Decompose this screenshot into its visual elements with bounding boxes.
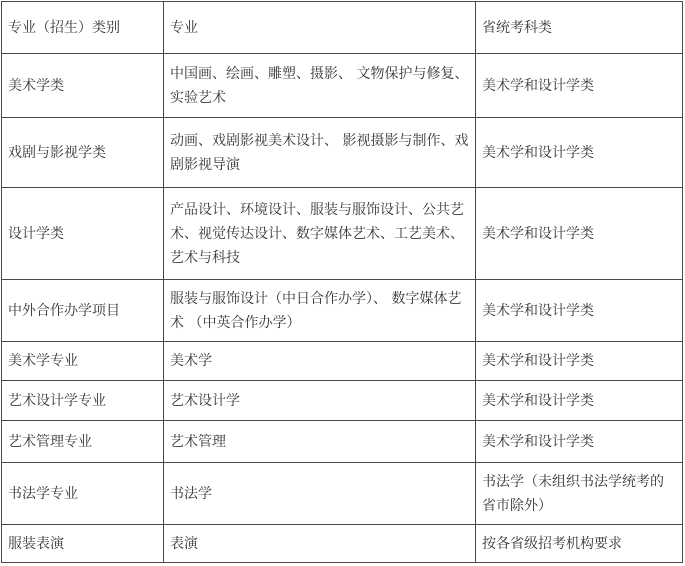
header-exam-category: 省统考科类 [476, 2, 683, 54]
cell-category: 戏剧与影视学类 [2, 118, 164, 188]
cell-exam: 美术学和设计学类 [476, 188, 683, 280]
cell-category: 中外合作办学项目 [2, 280, 164, 342]
cell-category: 服装表演 [2, 525, 164, 563]
cell-majors: 中国画、绘画、雕塑、摄影、 文物保护与修复、实验艺术 [164, 54, 476, 118]
admissions-table [1, 1, 683, 563]
table-row [2, 463, 683, 525]
cell-exam: 美术学和设计学类 [476, 118, 683, 188]
cell-majors: 表演 [164, 525, 476, 563]
cell-category: 书法学专业 [2, 463, 164, 525]
cell-exam: 美术学和设计学类 [476, 54, 683, 118]
table-row [2, 118, 683, 188]
table-row [2, 54, 683, 118]
cell-category: 设计学类 [2, 188, 164, 280]
header-category: 专业（招生）类别 [2, 2, 164, 54]
cell-exam: 美术学和设计学类 [476, 280, 683, 342]
cell-exam: 美术学和设计学类 [476, 381, 683, 421]
cell-majors: 艺术设计学 [164, 381, 476, 421]
cell-majors: 产品设计、环境设计、服装与服饰设计、公共艺术、视觉传达设计、数字媒体艺术、工艺美术、艺术与科技 [164, 188, 476, 280]
cell-majors: 美术学 [164, 342, 476, 381]
table-row [2, 421, 683, 463]
cell-category: 艺术设计学专业 [2, 381, 164, 421]
cell-category: 艺术管理专业 [2, 421, 164, 463]
cell-majors: 服装与服饰设计（中日合作办学）、 数字媒体艺术 （中英合作办学） [164, 280, 476, 342]
cell-category: 美术学专业 [2, 342, 164, 381]
cell-exam: 美术学和设计学类 [476, 342, 683, 381]
cell-exam: 按各省级招考机构要求 [476, 525, 683, 563]
cell-exam: 美术学和设计学类 [476, 421, 683, 463]
header-major: 专业 [164, 2, 476, 54]
cell-exam: 书法学（未组织书法学统考的省市除外） [476, 463, 683, 525]
cell-majors: 艺术管理 [164, 421, 476, 463]
cell-majors: 书法学 [164, 463, 476, 525]
table-row [2, 342, 683, 381]
table-header-row [2, 2, 683, 54]
table-row [2, 381, 683, 421]
cell-category: 美术学类 [2, 54, 164, 118]
table-row [2, 280, 683, 342]
table-row [2, 188, 683, 280]
table-row [2, 525, 683, 563]
cell-majors: 动画、戏剧影视美术设计、 影视摄影与制作、戏剧影视导演 [164, 118, 476, 188]
